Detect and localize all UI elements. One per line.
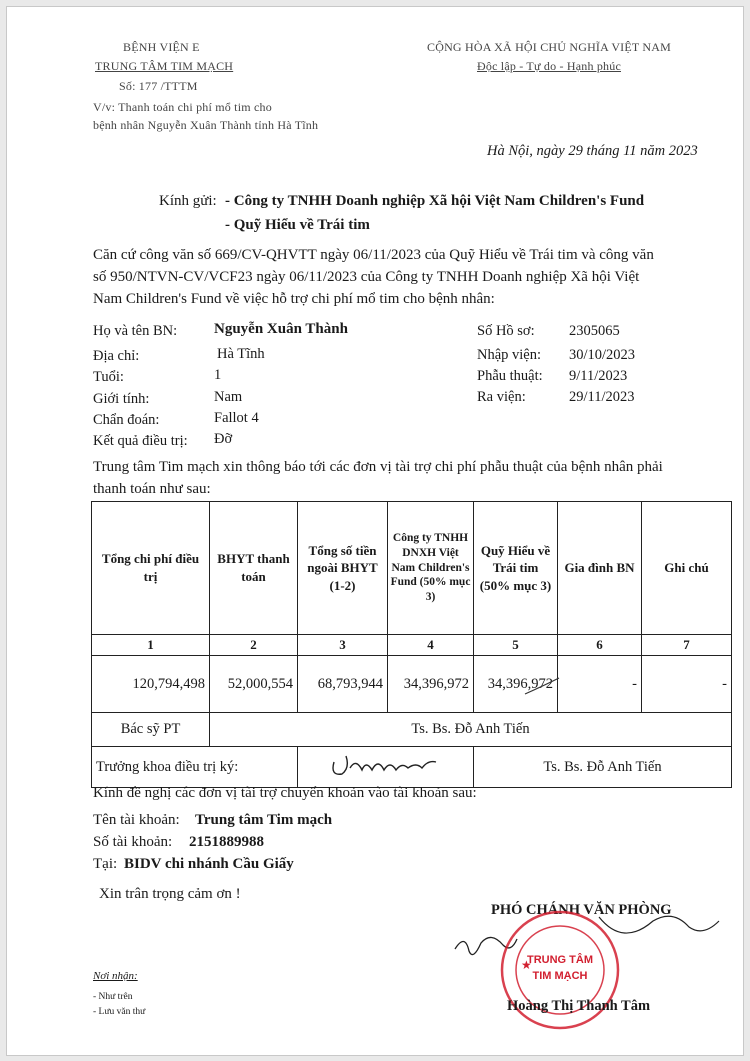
col-header-outside-insurance: Tổng số tiền ngoài BHYT (1-2) [298, 502, 388, 635]
subject-line1: V/v: Thanh toán chi phí mổ tim cho [93, 100, 272, 114]
col-header-note: Ghi chú [642, 502, 732, 635]
table-header-row [92, 502, 732, 635]
value-family: - [558, 656, 642, 713]
value-total: 120,794,498 [92, 656, 210, 713]
bank-name: BIDV chi nhánh Cầu Giấy [124, 856, 294, 872]
thanks-text: Xin trân trọng cảm ơn ! [99, 886, 241, 902]
recipients-footer-1: - Như trên [93, 992, 133, 1002]
admit-label: Nhập viện: [477, 347, 542, 363]
value-childrens-fund: 34,396,972 [388, 656, 474, 713]
surgery-label: Phẫu thuật: [477, 368, 543, 384]
patient-address: Hà Tĩnh [217, 346, 265, 362]
patient-name-label: Họ và tên BN: [93, 323, 178, 339]
doctor-name: Ts. Bs. Đỗ Anh Tiến [210, 713, 732, 747]
intro-line2: số 950/NTVN-CV/VCF23 ngày 06/11/2023 của Công ty TNHH Doanh nghiệp Xã hội Việt [93, 269, 640, 285]
col-header-heart-fund: Quỹ Hiểu về Trái tim (50% mục 3) [474, 502, 558, 635]
cost-table [91, 501, 732, 788]
value-outside-insurance: 68,793,944 [298, 656, 388, 713]
recipient-line1: - Công ty TNHH Doanh nghiệp Xã hội Việt Nam Children's Fund [225, 193, 645, 209]
patient-result-label: Kết quả điều trị: [93, 433, 188, 449]
account-name: Trung tâm Tim mạch [195, 812, 333, 828]
col-number: 1 [92, 635, 210, 656]
col-header-total: Tổng chi phí điều trị [92, 502, 210, 635]
stamp-text-2: TIM MẠCH [532, 970, 588, 982]
col-header-insurance: BHYT thanh toán [210, 502, 298, 635]
slash-mark-icon [523, 676, 563, 698]
patient-diagnosis-label: Chẩn đoán: [93, 412, 160, 428]
stamp-text: TRUNG TÂM [527, 954, 593, 966]
col-number: 2 [210, 635, 298, 656]
patient-age-label: Tuổi: [93, 369, 124, 385]
value-heart-fund [474, 656, 558, 713]
patient-name: Nguyễn Xuân Thành [214, 321, 348, 337]
document-page [6, 6, 744, 1056]
account-number: 2151889988 [189, 834, 264, 850]
handwritten-signature-icon [326, 748, 446, 782]
notice-line2: thanh toán như sau: [93, 481, 211, 497]
signer-signature-2-icon [593, 907, 723, 951]
recipients-footer-label: Nơi nhận: [93, 970, 138, 982]
value-insurance: 52,000,554 [210, 656, 298, 713]
svg-text:★: ★ [521, 958, 532, 972]
intro-line3: Nam Children's Fund về việc hỗ trợ chi phí mổ tim cho bệnh nhân: [93, 291, 495, 307]
recipient-label: Kính gửi: [159, 193, 217, 209]
patient-diagnosis: Fallot 4 [214, 410, 259, 426]
col-number: 7 [642, 635, 732, 656]
col-number: 6 [558, 635, 642, 656]
discharge-date: 29/11/2023 [569, 389, 635, 405]
notice-line1: Trung tâm Tim mạch xin thông báo tới các đơn vị tài trợ chi phí phẫu thuật của bệnh nhân phải [93, 459, 663, 475]
head-label: Trưởng khoa điều trị ký: [92, 747, 298, 788]
country-name: CỘNG HÒA XÃ HỘI CHỦ NGHĨA VIỆT NAM [427, 40, 672, 54]
head-signature-row [92, 747, 732, 788]
bank-label: Tại: [93, 856, 118, 872]
admit-date: 30/10/2023 [569, 347, 636, 363]
account-number-label: Số tài khoản: [93, 834, 173, 850]
value-heart-fund-text: 34,396,972 [487, 675, 553, 692]
doc-number: Số: 177 /TTTM [119, 79, 198, 93]
recipient-line2: - Quỹ Hiểu về Trái tim [225, 217, 370, 233]
table-value-row [92, 656, 732, 713]
record-number: 2305065 [569, 323, 620, 339]
col-number: 3 [298, 635, 388, 656]
motto: Độc lập - Tự do - Hạnh phúc [477, 59, 621, 73]
recipients-footer-2: - Lưu văn thư [93, 1007, 146, 1017]
record-label: Số Hồ sơ: [477, 323, 535, 339]
patient-gender: Nam [214, 389, 243, 405]
intro-line1: Căn cứ công văn số 669/CV-QHVTT ngày 06/11/2023 của Quỹ Hiểu về Trái tim và công văn [93, 247, 654, 263]
discharge-label: Ra viện: [477, 389, 526, 405]
col-header-childrens-fund: Công ty TNHH DNXH Việt Nam Children's Fund (50% mục 3) [388, 502, 474, 635]
col-header-family: Gia đình BN [558, 502, 642, 635]
subject-line2: bệnh nhân Nguyễn Xuân Thành tỉnh Hà Tĩnh [93, 118, 319, 132]
account-name-label: Tên tài khoản: [93, 812, 180, 828]
doctor-label: Bác sỹ PT [92, 713, 210, 747]
signer-title: PHÓ CHÁNH VĂN PHÒNG [491, 902, 672, 918]
head-signature-cell [298, 747, 474, 788]
org-line1: BỆNH VIỆN E [123, 40, 200, 54]
payment-request: Kính đề nghị các đơn vị tài trợ chuyển khoản vào tài khoản sau: [93, 785, 477, 801]
patient-address-label: Địa chỉ: [93, 348, 140, 364]
value-note: - [642, 656, 732, 713]
col-number: 5 [474, 635, 558, 656]
head-name: Ts. Bs. Đỗ Anh Tiến [474, 747, 732, 788]
patient-age: 1 [214, 367, 222, 383]
document-date: Hà Nội, ngày 29 tháng 11 năm 2023 [487, 143, 698, 159]
patient-result: Đỡ [214, 431, 233, 447]
patient-gender-label: Giới tính: [93, 391, 150, 407]
signer-name: Hoàng Thị Thanh Tâm [507, 998, 651, 1014]
surgery-date: 9/11/2023 [569, 368, 628, 384]
col-number: 4 [388, 635, 474, 656]
table-number-row [92, 635, 732, 656]
org-line2: TRUNG TÂM TIM MẠCH [95, 59, 234, 73]
doctor-row [92, 713, 732, 747]
